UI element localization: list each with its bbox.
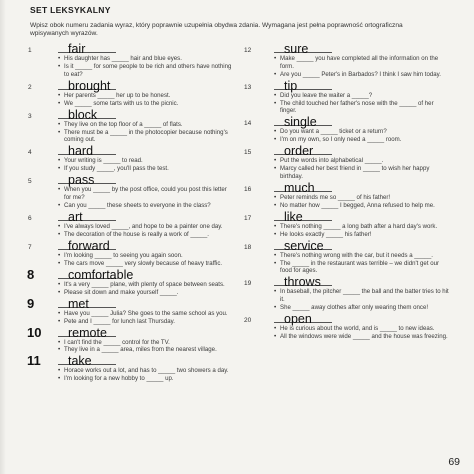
sentence-list — [28, 55, 233, 78]
exercise-13 — [244, 79, 449, 115]
exercise-header — [28, 79, 233, 92]
sentence-list — [244, 252, 449, 275]
sentence-item: • In baseball, the pitcher _____ the ball and the batter tries to hit it. — [274, 288, 449, 303]
exercise-header — [28, 173, 233, 186]
sentence-item: • They live in a _____ area, miles from the nearest village. — [58, 346, 233, 354]
exercise-20 — [244, 312, 449, 341]
handwritten-answer[interactable]: remote — [68, 325, 107, 340]
sentence-item: • I'm on my own, so I only need a _____ room. — [274, 136, 449, 144]
exercise-9 — [28, 297, 233, 326]
exercise-header — [244, 42, 449, 55]
sentence-item: • When you _____ by the post office, could you post this letter for me? — [58, 186, 233, 201]
exercise-header — [28, 108, 233, 121]
right-column — [244, 42, 449, 341]
answer-line — [274, 89, 332, 90]
exercise-number: 4 — [28, 149, 32, 157]
handwritten-answer[interactable]: single — [284, 115, 317, 130]
exercise-header — [28, 210, 233, 223]
handwritten-answer[interactable]: service — [284, 238, 324, 253]
handwritten-answer[interactable]: brought — [68, 78, 111, 93]
exercise-header — [244, 181, 449, 194]
sentence-list — [28, 339, 233, 355]
exercise-number: 5 — [28, 178, 32, 186]
sentence-item: • He looks exactly _____ his father! — [274, 231, 449, 239]
handwritten-answer[interactable]: block — [68, 107, 98, 122]
handwritten-answer[interactable]: much — [284, 180, 315, 195]
sentence-list — [244, 194, 449, 210]
handwritten-answer[interactable]: pass — [68, 173, 95, 188]
exercise-header — [28, 297, 233, 310]
sentence-item: • The cars move _____ very slowly because of heavy traffic. — [58, 260, 233, 268]
exercise-header — [244, 275, 449, 288]
sentence-item: • Did you leave the waiter a _____? — [274, 92, 449, 100]
exercise-number: 1 — [28, 47, 32, 54]
exercise-header — [28, 326, 233, 339]
sentence-item: • Please sit down and make yourself _____. — [58, 289, 233, 297]
sentence-list — [28, 367, 233, 383]
sentence-list — [244, 92, 449, 115]
sentence-list — [28, 157, 233, 173]
exercise-7 — [28, 239, 233, 268]
sentence-item: • Can you _____ these sheets to everyone in the class? — [58, 202, 233, 210]
handwritten-answer[interactable]: take — [68, 354, 92, 369]
sentence-item: • Are you _____ Peter's in Barbados? I think I saw him today. — [274, 71, 449, 79]
sentence-list — [28, 281, 233, 297]
sentence-list — [28, 92, 233, 108]
sentence-item: • Have you _____ Julia? She goes to the same school as you. — [58, 310, 233, 318]
exercise-number: 17 — [244, 214, 252, 222]
exercise-header — [28, 239, 233, 252]
exercise-8 — [28, 268, 233, 297]
sentence-item: • The decoration of the house is really a work of _____. — [58, 231, 233, 239]
exercise-number: 14 — [244, 120, 252, 128]
sentence-list — [244, 128, 449, 144]
exercise-number: 18 — [244, 243, 252, 251]
sentence-item: • I'm looking _____ to seeing you again soon. — [58, 252, 233, 260]
handwritten-answer[interactable]: open — [284, 311, 312, 326]
sentence-item: • Is it _____ for some people to be rich and others have nothing to eat? — [58, 63, 233, 78]
left-column — [28, 42, 233, 383]
handwritten-answer[interactable]: art — [68, 209, 83, 224]
sentence-item: • The child touched her father's nose with the _____ of her finger. — [274, 100, 449, 115]
page-title: SET LEKSYKALNY — [30, 5, 111, 15]
exercise-3 — [28, 108, 233, 144]
sentence-item: • All the windows were wide _____ and the house was freezing. — [274, 333, 449, 341]
sentence-item: • Peter reminds me so _____ of his father! — [274, 194, 449, 202]
exercise-15 — [244, 144, 449, 180]
sentence-list — [28, 310, 233, 326]
sentence-item: • Do you want a _____ ticket or a return? — [274, 128, 449, 136]
exercise-number: 9 — [27, 295, 35, 311]
answer-line — [274, 220, 332, 221]
sentence-item: • I'm looking for a new hobby to _____ up. — [58, 375, 233, 383]
sentence-item: • Make _____ you have completed all the information on the form. — [274, 55, 449, 70]
exercise-number: 7 — [28, 243, 32, 251]
exercise-6 — [28, 210, 233, 239]
handwritten-answer[interactable]: met — [68, 296, 89, 311]
exercise-10 — [28, 326, 233, 355]
exercise-5 — [28, 173, 233, 209]
exercise-number: 13 — [244, 83, 252, 91]
exercise-number: 3 — [28, 112, 32, 120]
handwritten-answer[interactable]: throws — [284, 275, 321, 290]
sentence-list — [28, 121, 233, 144]
exercise-4 — [28, 144, 233, 173]
sentence-item: • Your writing is _____ to read. — [58, 157, 233, 165]
sentence-item: • No matter how _____ I begged, Anna refused to help me. — [274, 202, 449, 210]
exercise-header — [244, 115, 449, 128]
sentence-item: • His daughter has _____ hair and blue eyes. — [58, 55, 233, 63]
sentence-item: • There's nothing _____ a long bath after a hard day's work. — [274, 223, 449, 231]
exercise-header — [244, 210, 449, 223]
exercise-header — [244, 144, 449, 157]
exercise-header — [244, 239, 449, 252]
exercise-number: 12 — [244, 47, 252, 54]
sentence-list — [244, 55, 449, 78]
sentence-item: • They live on the top floor of a _____ of flats. — [58, 121, 233, 129]
handwritten-answer[interactable]: like — [284, 209, 303, 224]
exercise-number: 10 — [27, 324, 42, 340]
answer-line — [58, 52, 116, 53]
sentence-item: • There must be a _____ in the photocopier because nothing's coming out. — [58, 129, 233, 144]
sentence-list — [244, 157, 449, 180]
exercise-19 — [244, 275, 449, 311]
sentence-list — [28, 223, 233, 239]
sentence-item: • She _____ away clothes after only wearing them once! — [274, 304, 449, 312]
handwritten-answer[interactable]: fair — [68, 42, 86, 56]
handwritten-answer[interactable]: order — [284, 144, 314, 159]
exercise-header — [28, 268, 233, 281]
handwritten-answer[interactable]: forward — [68, 238, 110, 253]
sentence-list — [244, 223, 449, 239]
exercise-number: 19 — [244, 280, 252, 288]
exercise-2 — [28, 79, 233, 108]
sentence-item: • Horace works out a lot, and has to _____ two showers a day. — [58, 367, 233, 375]
sentence-item: • We _____ some tarts with us to the picnic. — [58, 100, 233, 108]
sentence-item: • There's nothing wrong with the car, but it needs a _____. — [274, 252, 449, 260]
sentence-item: • Her parents _____ her up to be honest. — [58, 92, 233, 100]
exercise-number: 16 — [244, 185, 252, 193]
exercise-header — [244, 312, 449, 325]
exercise-number: 15 — [244, 149, 252, 157]
exercise-number: 11 — [27, 353, 41, 369]
instructions: Wpisz obok numeru zadania wyraz, który poprawnie uzupełnia obydwa zdania. Wymagana jest pełna poprawność ortograficzna wpisywanych wyrazów. — [30, 22, 403, 37]
handwritten-answer[interactable]: sure — [284, 42, 309, 56]
exercise-12 — [244, 42, 449, 78]
exercise-number: 2 — [28, 83, 32, 91]
exercise-header — [28, 354, 233, 367]
exercise-header — [28, 42, 233, 55]
sentence-list — [244, 325, 449, 341]
sentence-item: • Pete and I _____ for lunch last Thursday. — [58, 318, 233, 326]
exercise-14 — [244, 115, 449, 144]
exercise-16 — [244, 181, 449, 210]
page-number: 69 — [448, 456, 460, 468]
sentence-item: • If you study _____, you'll pass the test. — [58, 165, 233, 173]
exercise-header — [244, 79, 449, 92]
sentence-list — [28, 186, 233, 209]
sentence-item: • He is curious about the world, and is _____ to new ideas. — [274, 325, 449, 333]
sentence-item: • I've always loved _____, and hope to be a painter one day. — [58, 223, 233, 231]
sentence-item: • Marcy called her best friend in _____ to wish her happy birthday. — [274, 165, 449, 180]
exercise-number: 6 — [28, 214, 32, 222]
sentence-item: • I can't find the _____ control for the TV. — [58, 339, 233, 347]
exercise-1 — [28, 42, 233, 78]
sentence-list — [28, 252, 233, 268]
page-edge-shadow — [0, 0, 6, 474]
sentence-item: • Put the words into alphabetical _____. — [274, 157, 449, 165]
exercise-17 — [244, 210, 449, 239]
answer-line — [58, 220, 116, 221]
exercise-18 — [244, 239, 449, 275]
exercise-header — [28, 144, 233, 157]
exercise-number: 8 — [27, 266, 35, 282]
handwritten-answer[interactable]: hard — [68, 144, 94, 159]
sentence-list — [244, 288, 449, 311]
sentence-item: • The _____ in the restaurant was terrible – we didn't get our food for ages. — [274, 260, 449, 275]
exercise-number: 20 — [244, 316, 252, 324]
exercise-11 — [28, 354, 233, 383]
sentence-item: • It's a very _____ plane, with plenty of space between seats. — [58, 281, 233, 289]
handwritten-answer[interactable]: tip — [284, 78, 298, 93]
handwritten-answer[interactable]: comfortable — [68, 267, 134, 282]
